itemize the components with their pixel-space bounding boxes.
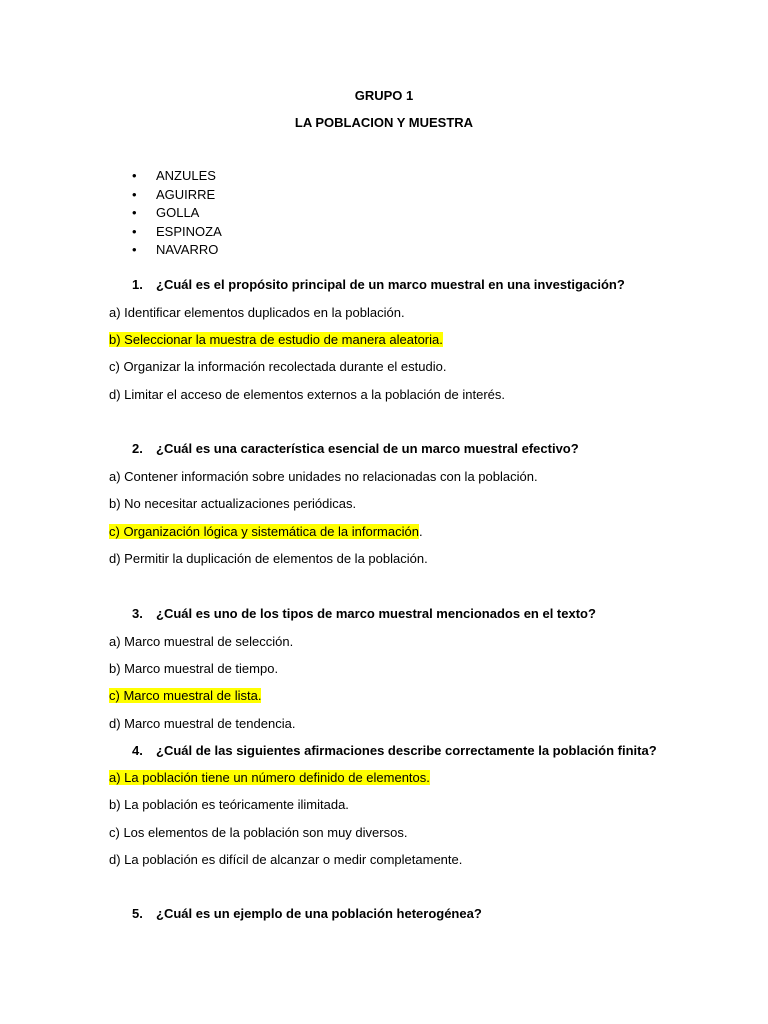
option-d: d) Limitar el acceso de elementos externos a la población de interés.	[109, 387, 505, 402]
bullet-icon: •	[132, 168, 137, 183]
list-item	[132, 168, 216, 184]
option-d: d) La población es difícil de alcanzar o medir completamente.	[109, 852, 463, 867]
question-number: 5.	[132, 906, 143, 921]
option-a: a) Contener información sobre unidades no relacionadas con la población.	[109, 469, 538, 484]
list-item	[132, 223, 222, 240]
question-text: ¿Cuál es un ejemplo de una población heterogénea?	[156, 906, 482, 921]
answer-highlight: a) La población tiene un número definido de elementos.	[109, 770, 430, 785]
answer-highlight: b) Seleccionar la muestra de estudio de manera aleatoria.	[109, 332, 443, 347]
option-b: b) La población es teóricamente ilimitada.	[109, 797, 349, 812]
member-name: ESPINOZA	[156, 223, 222, 239]
question-number: 2.	[132, 441, 143, 456]
question-number: 4.	[132, 743, 143, 758]
list-item	[132, 205, 200, 221]
option-a-correct	[109, 770, 430, 786]
option-suffix: .	[418, 524, 423, 539]
option-a: a) Marco muestral de selección.	[109, 634, 294, 649]
answer-highlight: c) Marco muestral de lista.	[109, 688, 262, 703]
option-c: c) Organizar la información recolectada durante el estudio.	[109, 359, 447, 374]
member-name: ANZULES	[156, 168, 216, 183]
question-number: 3.	[132, 606, 143, 621]
option-b-correct	[109, 332, 443, 348]
answer-highlight: c) Organización lógica y sistemática de la información	[109, 524, 419, 539]
option-a: a) Identificar elementos duplicados en la población.	[109, 305, 405, 320]
member-name: GOLLA	[156, 205, 200, 220]
bullet-icon: •	[132, 242, 137, 257]
member-name: NAVARRO	[156, 242, 219, 257]
member-name: AGUIRRE	[156, 186, 216, 202]
question-text: ¿Cuál es uno de los tipos de marco muestral mencionados en el texto?	[156, 606, 596, 621]
question-number: 1.	[132, 277, 143, 292]
option-c-correct	[109, 688, 261, 704]
bullet-icon: •	[132, 223, 137, 239]
option-d: d) Permitir la duplicación de elementos de la población.	[109, 551, 428, 566]
topic-title: LA POBLACION Y MUESTRA	[294, 115, 474, 130]
option-c-correct	[109, 524, 423, 540]
list-item	[132, 186, 216, 203]
question-text: ¿Cuál es el propósito principal de un marco muestral en una investigación?	[156, 277, 625, 292]
list-item	[132, 242, 219, 258]
option-d: d) Marco muestral de tendencia.	[109, 716, 296, 731]
bullet-icon: •	[132, 186, 137, 202]
option-c: c) Los elementos de la población son muy diversos.	[109, 825, 408, 840]
option-b: b) Marco muestral de tiempo.	[109, 661, 279, 676]
question-text: ¿Cuál es una característica esencial de un marco muestral efectivo?	[156, 441, 579, 456]
question-text: ¿Cuál de las siguientes afirmaciones describe correctamente la población finita?	[156, 743, 657, 758]
bullet-icon: •	[132, 205, 137, 220]
option-b: b) No necesitar actualizaciones periódicas.	[109, 496, 357, 511]
group-title: GRUPO 1	[354, 88, 414, 103]
